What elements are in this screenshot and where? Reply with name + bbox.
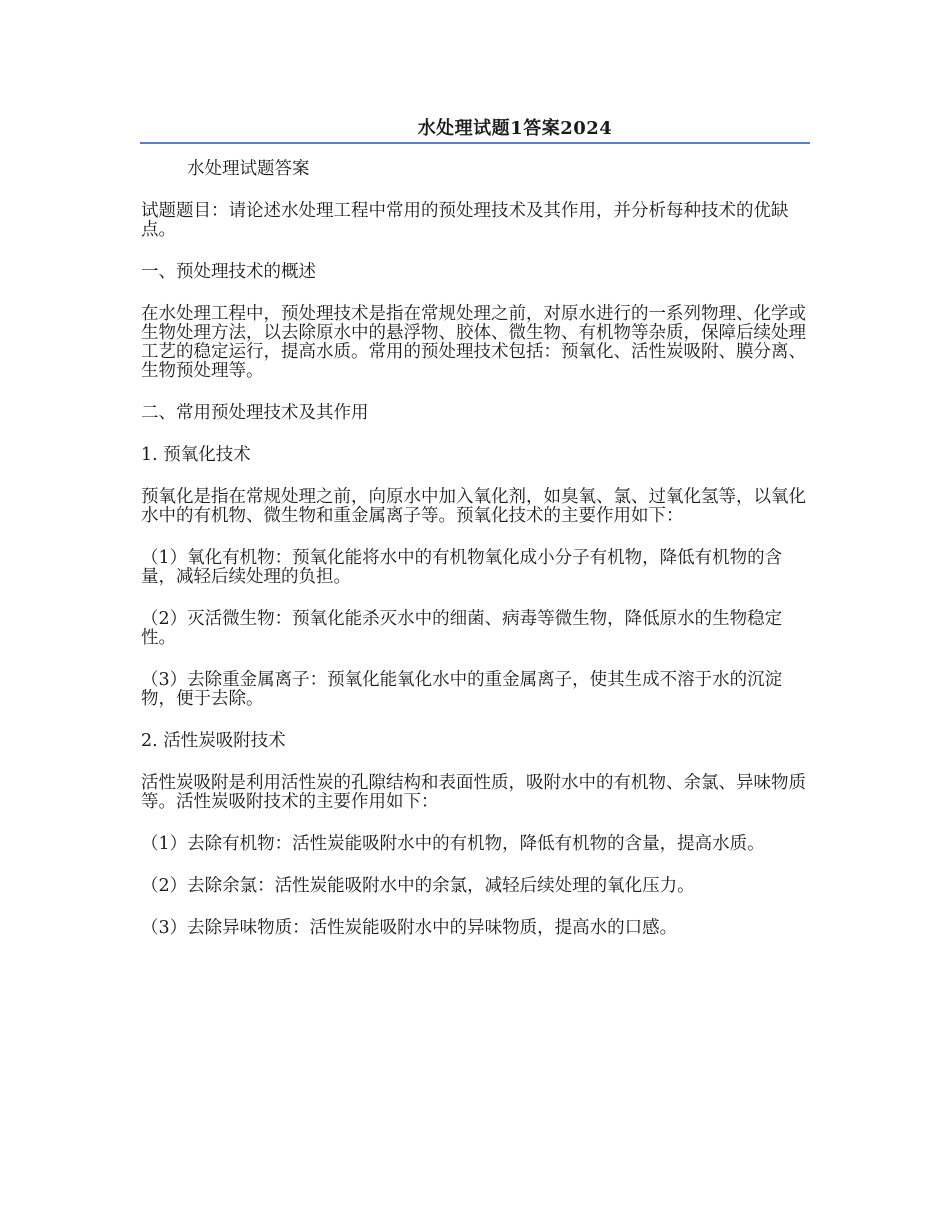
list-item-paragraph: （2）去除余氯：活性炭能吸附水中的余氯，减轻后续处理的氧化压力。 [141,876,695,896]
list-item-paragraph: （3）去除重金属离子：预氧化能氧化水中的重金属离子，使其生成不溶于水的沉淀物，便于去除。 [141,670,783,709]
section-heading: 二、常用预处理技术及其作用 [141,403,369,423]
section-heading: 一、预处理技术的概述 [141,262,316,282]
document-body [141,160,806,961]
body-paragraph: 在水处理工程中，预处理技术是指在常规处理之前，对原水进行的一系列物理、化学或生物处理方法，以去除原水中的悬浮物、胶体、微生物、有机物等杂质，保障后续处理工艺的稳定运行，提高水质。常用的预处理技术包括：预氧化、活性炭吸附、膜分离、生物预处理等。 [141,304,806,381]
subsection-heading: 2. 活性炭吸附技术 [141,731,286,751]
question-paragraph: 试题题目：请论述水处理工程中常用的预处理技术及其作用，并分析每种技术的优缺点。 [141,201,789,240]
list-item-paragraph: （3）去除异味物质：活性炭能吸附水中的异味物质，提高水的口感。 [141,918,678,938]
document-title: 水处理试题1答案2024 [417,118,613,139]
document-header [140,112,810,144]
list-item-paragraph: （1）氧化有机物：预氧化能将水中的有机物氧化成小分子有机物，降低有机物的含量，减轻后续处理的负担。 [141,548,783,587]
subsection-heading: 1. 预氧化技术 [141,445,251,465]
list-item-paragraph: （1）去除有机物：活性炭能吸附水中的有机物，降低有机物的含量，提高水质。 [141,834,765,854]
doc-subtitle: 水处理试题答案 [187,159,310,179]
body-paragraph: 活性炭吸附是利用活性炭的孔隙结构和表面性质，吸附水中的有机物、余氯、异味物质等。活性炭吸附技术的主要作用如下： [141,773,806,812]
list-item-paragraph: （2）灭活微生物：预氧化能杀灭水中的细菌、病毒等微生物，降低原水的生物稳定性。 [141,609,783,648]
body-paragraph: 预氧化是指在常规处理之前，向原水中加入氧化剂，如臭氧、氯、过氧化氢等，以氧化水中的有机物、微生物和重金属离子等。预氧化技术的主要作用如下： [141,487,806,526]
